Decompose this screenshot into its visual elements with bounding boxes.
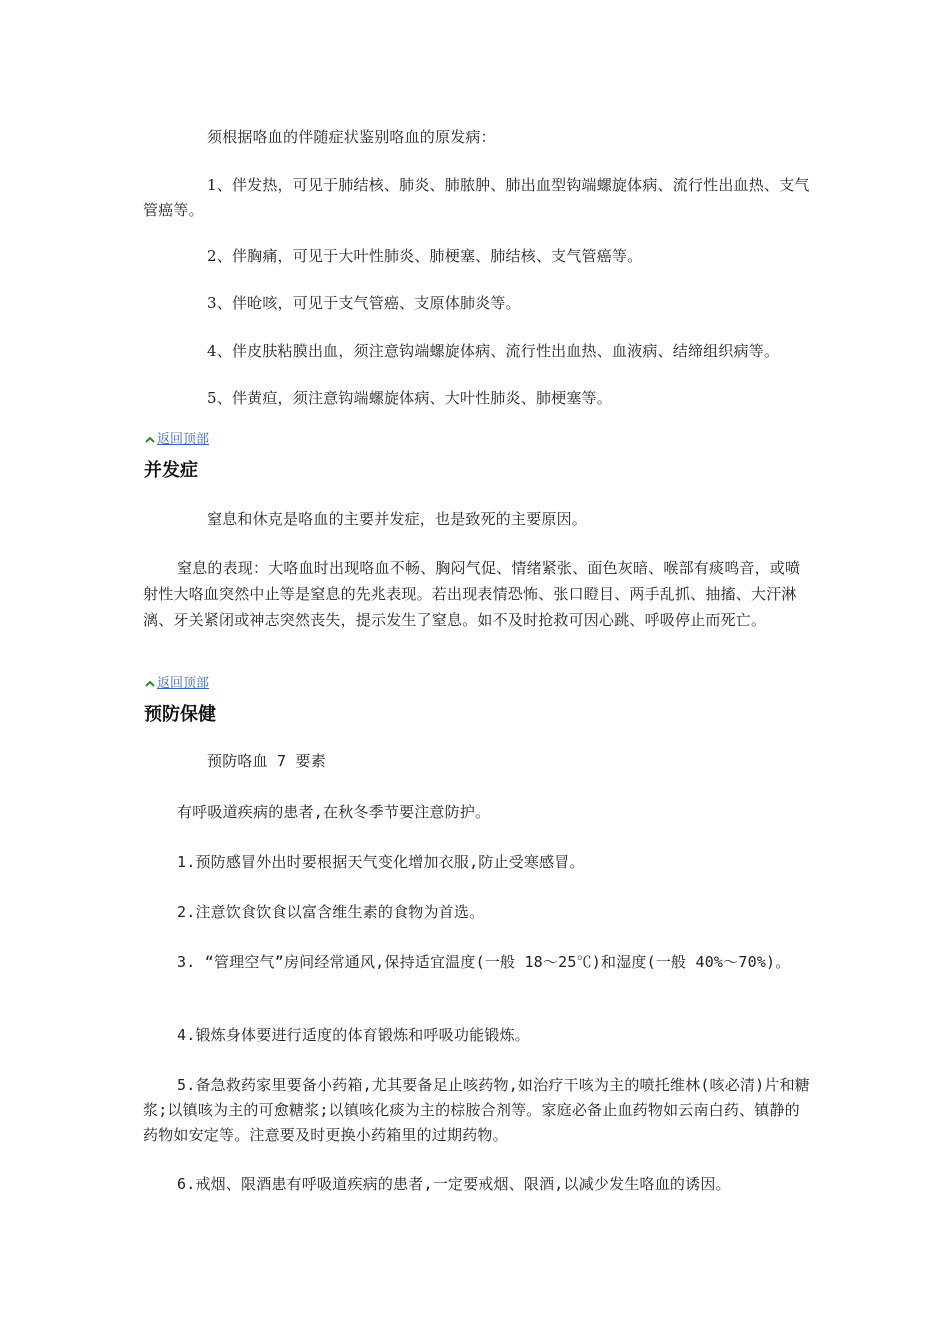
section-title-complications: 并发症 [144, 460, 198, 481]
prevention-item-2: 2.注意饮食饮食以富含维生素的食物为首选。 [177, 903, 485, 921]
back-to-top-label[interactable]: 返回顶部 [157, 432, 210, 447]
back-to-top-label[interactable]: 返回顶部 [157, 676, 210, 691]
prevention-item-6: 6.戒烟、限酒患有呼吸道疾病的患者,一定要戒烟、限酒,以减少发生咯血的诱因。 [177, 1175, 731, 1193]
back-to-top-link-1[interactable] [145, 432, 209, 448]
complications-para-2: 窒息的表现：大咯血时出现咯血不畅、胸闷气促、情绪紧张、面色灰暗、喉部有痰鸣音，或喷射性大咯血突然中止等是窒息的先兆表现。若出现表情恐怖、张口瞪目、两手乱抓、抽搐、大汗淋漓、牙关紧闭或神志突然丧失，提示发生了窒息。如不及时抢救可因心跳、呼吸停止而死亡。 [143, 559, 801, 629]
prevention-subtitle: 预防咯血 7 要素 [207, 752, 326, 770]
prevention-item-3: 3. “管理空气”房间经常通风,保持适宜温度(一般 18～25℃)和湿度(一般 40%～70%)。 [177, 953, 791, 971]
intro-item-4: 4、伴皮肤粘膜出血，须注意钩端螺旋体病、流行性出血热、血液病、结缔组织病等。 [207, 342, 780, 360]
complications-para-1: 窒息和休克是咯血的主要并发症，也是致死的主要原因。 [207, 510, 588, 528]
intro-item-2: 2、伴胸痛，可见于大叶性肺炎、肺梗塞、肺结核、支气管癌等。 [207, 247, 643, 265]
intro-item-5: 5、伴黄疸，须注意钩端螺旋体病、大叶性肺炎、肺梗塞等。 [207, 389, 612, 407]
prevention-item-1: 1.预防感冒外出时要根据天气变化增加衣服,防止受寒感冒。 [177, 853, 585, 871]
section-title-prevention: 预防保健 [144, 704, 216, 725]
intro-item-1: 1、伴发热，可见于肺结核、肺炎、肺脓肿、肺出血型钩端螺旋体病、流行性出血热、支气管癌等。 [143, 176, 810, 219]
intro-item-3: 3、伴呛咳，可见于支气管癌、支原体肺炎等。 [207, 294, 521, 312]
back-to-top-link-2[interactable] [145, 676, 209, 692]
intro-lead: 须根据咯血的伴随症状鉴别咯血的原发病： [207, 128, 496, 146]
chevron-up-icon [145, 679, 155, 689]
prevention-intro: 有呼吸道疾病的患者,在秋冬季节要注意防护。 [177, 803, 491, 821]
prevention-item-4: 4.锻炼身体要进行适度的体育锻炼和呼吸功能锻炼。 [177, 1026, 530, 1044]
prevention-item-5: 5.备急救药家里要备小药箱,尤其要备足止咳药物,如治疗干咳为主的喷托维林(咳必清)片和糖浆;以镇咳为主的可愈糖浆;以镇咳化痰为主的棕胺合剂等。家庭必备止血药物如云南白药、镇静的药物如安定等。注意要及时更换小药箱里的过期药物。 [143, 1076, 810, 1144]
chevron-up-icon [145, 435, 155, 445]
